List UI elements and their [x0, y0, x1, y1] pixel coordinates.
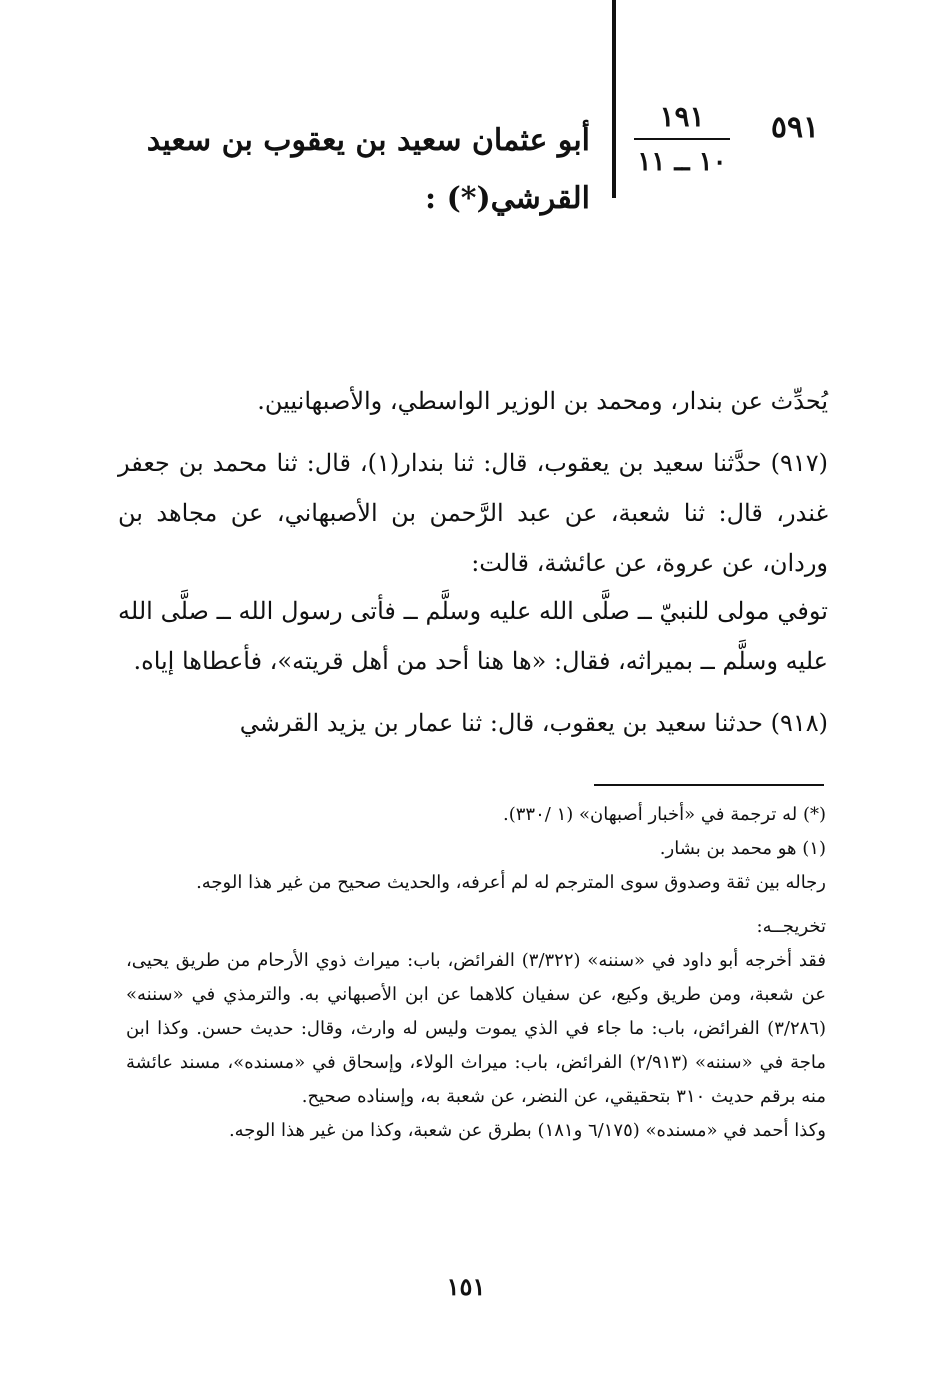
reference-top: ١٩١: [659, 100, 705, 133]
takhrij-text: فقد أخرجه أبو داود في «سننه» (٣/٣٢٢) الفرائض، باب: ميراث ذوي الأرحام من طريق يحيى، عن شعبة، ومن طريق وكيع، عن سفيان كلاهما عن ابن الأصبهاني به. والترمذي في «سننه» (٣/٢٨٦) الفرائض، باب: ما جاء في الذي يموت وليس له وارث، وقال: حديث حسن. وكذا ابن ماجة في «سننه» (٢/٩١٣) الفرائض، باب: ميراث الولاء، وإسحاق في «مسنده»، مسند عائشة منه برقم حديث ٣١٠ بتحقيقي، عن النضر، عن شعبة به، وإسناده صحيح.: [126, 950, 826, 1107]
title-line-2: القرشي(*) :: [425, 181, 590, 216]
ahmad-note: وكذا أحمد في «مسنده» (٦/١٧٥ و١٨١) بطرق عن شعبة، وكذا من غير هذا الوجه.: [228, 1120, 826, 1141]
footnotes: [126, 798, 826, 1148]
hadith-917-matn: توفي مولى للنبيّ ــ صلَّى الله عليه وسلَّم ــ فأتى رسول الله ــ صلَّى الله عليه وسلَّم ــ بميراثه، فقال: «ها هنا أحد من أهل قريته»، فأعطاها إياه.: [118, 597, 828, 675]
entry-number: ٥٩١: [770, 110, 820, 145]
hadith-917-isnad: (٩١٧) حدَّثنا سعيد بن يعقوب، قال: ثنا بندار(١)، قال: ثنا محمد بن جعفر غندر، قال: ثنا شعبة، عن عبد الرَّحمن بن الأصبهاني، عن مجاهد بن وردان، عن عروة، عن عائشة، قالت:: [118, 449, 828, 577]
fraction-line: [634, 138, 730, 140]
reference-fraction: [628, 98, 736, 180]
footnote-separator: [594, 784, 824, 786]
page-number: ١٥١: [446, 1272, 486, 1301]
title-line-1: أبو عثمان سعيد بن يعقوب بن سعيد: [146, 123, 590, 158]
intro-paragraph: يُحدِّث عن بندار، ومحمد بن الوزير الواسطي، والأصبهانيين.: [257, 387, 828, 415]
biography-title: [140, 112, 590, 228]
hadith-918-start: (٩١٨) حدثنا سعيد بن يعقوب، قال: ثنا عمار بن يزيد القرشي: [239, 709, 828, 737]
takhrij-heading: تخريجــه:: [756, 916, 826, 937]
footnote-star: (*) له ترجمة في «أخبار أصبهان» (١ /٣٣٠).: [503, 804, 826, 825]
header-vertical-rule: [612, 0, 616, 198]
reference-bottom: ١٠ ــ ١١: [637, 147, 727, 177]
footnote-1: (١) هو محمد بن بشار.: [659, 838, 826, 859]
hadith-grading: رجاله بين ثقة وصدوق سوى المترجم له لم أعرفه، والحديث صحيح من غير هذا الوجه.: [196, 872, 826, 893]
